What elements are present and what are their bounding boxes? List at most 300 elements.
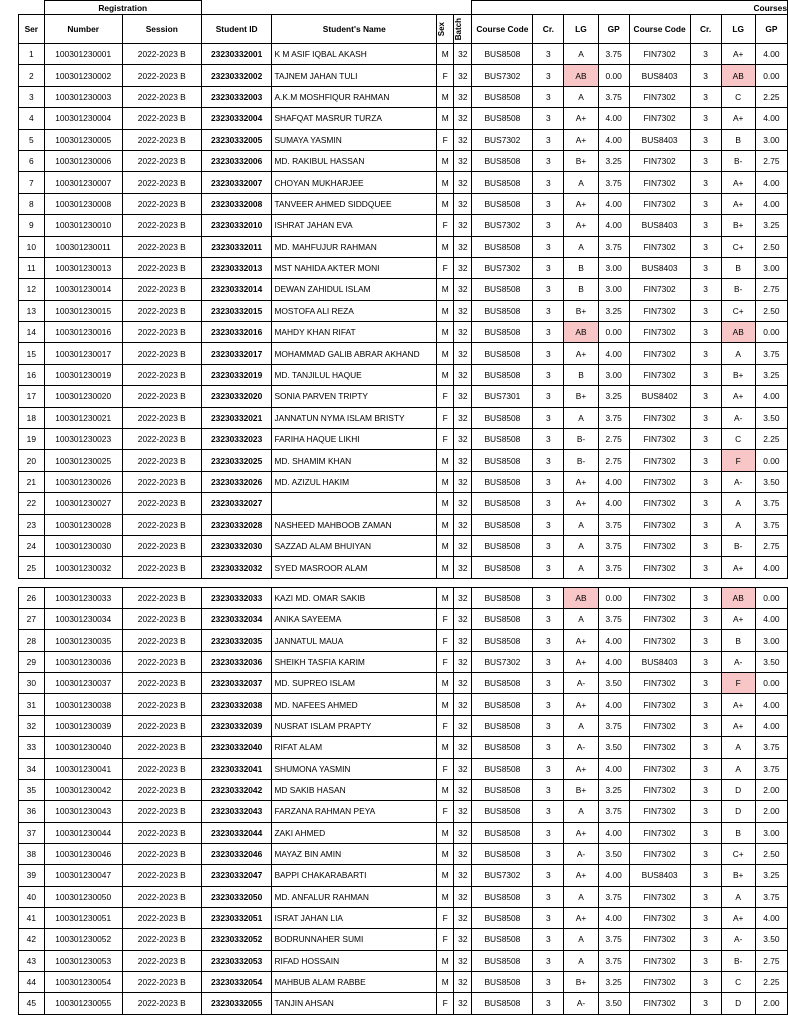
cell-course-code-1: BUS8508 xyxy=(472,971,533,992)
cell-registration-number: 100301230037 xyxy=(44,673,122,694)
cell-credit-1: 3 xyxy=(533,129,564,150)
cell-course-code-2: FIN7302 xyxy=(629,429,690,450)
cell-credit-2: 3 xyxy=(690,587,721,608)
cell-course-code-2: BUS8403 xyxy=(629,865,690,886)
cell-course-code-2: BUS8403 xyxy=(629,215,690,236)
table-row xyxy=(19,886,788,907)
cell-letter-grade-1: A+ xyxy=(564,129,598,150)
cell-registration-number: 100301230040 xyxy=(44,737,122,758)
cell-session: 2022-2023 B xyxy=(122,215,201,236)
cell-letter-grade-2: A- xyxy=(721,651,755,672)
cell-ser: 35 xyxy=(19,779,45,800)
cell-letter-grade-2: B xyxy=(721,822,755,843)
cell-sex: M xyxy=(437,343,454,364)
cell-course-code-2: FIN7302 xyxy=(629,630,690,651)
cell-batch: 32 xyxy=(454,364,472,385)
cell-student-id: 23230332025 xyxy=(201,450,272,471)
cell-credit-1: 3 xyxy=(533,822,564,843)
cell-grade-point-2: 3.00 xyxy=(755,630,787,651)
cell-student-name: MD. ANFALUR RAHMAN xyxy=(272,886,437,907)
cell-letter-grade-2: A- xyxy=(721,407,755,428)
table-row xyxy=(19,364,788,385)
cell-course-code-2: FIN7302 xyxy=(629,609,690,630)
result-table xyxy=(18,0,788,1015)
table-row xyxy=(19,493,788,514)
cell-credit-1: 3 xyxy=(533,172,564,193)
cell-letter-grade-1: A+ xyxy=(564,630,598,651)
cell-grade-point-1: 4.00 xyxy=(598,471,629,492)
cell-credit-2: 3 xyxy=(690,993,721,1014)
cell-batch: 32 xyxy=(454,715,472,736)
cell-grade-point-2: 3.50 xyxy=(755,407,787,428)
cell-letter-grade-1: A+ xyxy=(564,471,598,492)
cell-student-id: 23230332043 xyxy=(201,801,272,822)
cell-grade-point-2: 3.25 xyxy=(755,215,787,236)
cell-letter-grade-2: B- xyxy=(721,535,755,556)
cell-letter-grade-1: B+ xyxy=(564,971,598,992)
cell-ser: 12 xyxy=(19,279,45,300)
cell-batch: 32 xyxy=(454,758,472,779)
cell-ser: 22 xyxy=(19,493,45,514)
cell-ser: 28 xyxy=(19,630,45,651)
cell-course-code-2: FIN7302 xyxy=(629,971,690,992)
cell-session: 2022-2023 B xyxy=(122,929,201,950)
table-row xyxy=(19,65,788,86)
cell-ser: 17 xyxy=(19,386,45,407)
cell-student-name: MOSTOFA ALI REZA xyxy=(272,300,437,321)
cell-registration-number: 100301230053 xyxy=(44,950,122,971)
cell-batch: 32 xyxy=(454,279,472,300)
cell-grade-point-1: 2.75 xyxy=(598,429,629,450)
cell-sex: M xyxy=(437,193,454,214)
cell-batch: 32 xyxy=(454,129,472,150)
cell-letter-grade-2: D xyxy=(721,779,755,800)
cell-batch: 32 xyxy=(454,822,472,843)
cell-student-name: MD. SUPREO ISLAM xyxy=(272,673,437,694)
table-row xyxy=(19,86,788,107)
cell-student-id: 23230332050 xyxy=(201,886,272,907)
cell-session: 2022-2023 B xyxy=(122,172,201,193)
cell-credit-1: 3 xyxy=(533,651,564,672)
cell-session: 2022-2023 B xyxy=(122,535,201,556)
gap-cell xyxy=(19,578,788,587)
cell-letter-grade-2: A xyxy=(721,737,755,758)
cell-session: 2022-2023 B xyxy=(122,493,201,514)
cell-course-code-2: FIN7302 xyxy=(629,236,690,257)
cell-course-code-1: BUS8508 xyxy=(472,108,533,129)
cell-sex: M xyxy=(437,44,454,65)
cell-student-name: FARZANA RAHMAN PEYA xyxy=(272,801,437,822)
cell-ser: 44 xyxy=(19,971,45,992)
cell-grade-point-1: 4.00 xyxy=(598,822,629,843)
cell-course-code-1: BUS7302 xyxy=(472,865,533,886)
cell-grade-point-1: 3.75 xyxy=(598,535,629,556)
cell-course-code-2: FIN7302 xyxy=(629,86,690,107)
cell-grade-point-2: 2.25 xyxy=(755,971,787,992)
cell-letter-grade-2: C xyxy=(721,429,755,450)
cell-student-name: MD. NAFEES AHMED xyxy=(272,694,437,715)
cell-credit-1: 3 xyxy=(533,150,564,171)
cell-session: 2022-2023 B xyxy=(122,86,201,107)
cell-letter-grade-1: A xyxy=(564,929,598,950)
cell-letter-grade-1: A xyxy=(564,407,598,428)
cell-ser: 37 xyxy=(19,822,45,843)
cell-sex: F xyxy=(437,907,454,928)
cell-session: 2022-2023 B xyxy=(122,651,201,672)
cell-sex: F xyxy=(437,215,454,236)
table-row xyxy=(19,843,788,864)
cell-student-name: MAYAZ BIN AMIN xyxy=(272,843,437,864)
cell-grade-point-1: 3.25 xyxy=(598,971,629,992)
cell-session: 2022-2023 B xyxy=(122,108,201,129)
cell-credit-2: 3 xyxy=(690,386,721,407)
cell-credit-1: 3 xyxy=(533,471,564,492)
cell-batch: 32 xyxy=(454,343,472,364)
cell-registration-number: 100301230047 xyxy=(44,865,122,886)
cell-sex: F xyxy=(437,993,454,1014)
cell-letter-grade-2: A+ xyxy=(721,172,755,193)
cell-batch: 32 xyxy=(454,215,472,236)
cell-course-code-2: FIN7302 xyxy=(629,557,690,578)
cell-ser: 2 xyxy=(19,65,45,86)
cell-student-id: 23230332005 xyxy=(201,129,272,150)
cell-student-id: 23230332021 xyxy=(201,407,272,428)
cell-letter-grade-2: A+ xyxy=(721,609,755,630)
cell-sex: F xyxy=(437,257,454,278)
cell-sex: M xyxy=(437,279,454,300)
cell-credit-1: 3 xyxy=(533,587,564,608)
cell-ser: 14 xyxy=(19,322,45,343)
cell-ser: 31 xyxy=(19,694,45,715)
cell-credit-2: 3 xyxy=(690,471,721,492)
col-header-sex xyxy=(437,15,454,44)
cell-grade-point-1: 2.75 xyxy=(598,450,629,471)
cell-grade-point-2: 0.00 xyxy=(755,587,787,608)
cell-session: 2022-2023 B xyxy=(122,779,201,800)
cell-sex: M xyxy=(437,471,454,492)
cell-registration-number: 100301230011 xyxy=(44,236,122,257)
cell-batch: 32 xyxy=(454,609,472,630)
col-header-session: Session xyxy=(122,15,201,44)
table-row xyxy=(19,450,788,471)
cell-registration-number: 100301230033 xyxy=(44,587,122,608)
cell-grade-point-2: 4.00 xyxy=(755,193,787,214)
cell-grade-point-2: 3.50 xyxy=(755,471,787,492)
table-gap xyxy=(19,578,788,587)
cell-letter-grade-1: AB xyxy=(564,322,598,343)
table-row xyxy=(19,535,788,556)
cell-grade-point-1: 3.75 xyxy=(598,886,629,907)
cell-letter-grade-2: D xyxy=(721,801,755,822)
cell-letter-grade-2: A- xyxy=(721,471,755,492)
cell-registration-number: 100301230017 xyxy=(44,343,122,364)
cell-grade-point-2: 3.75 xyxy=(755,514,787,535)
cell-course-code-2: FIN7302 xyxy=(629,450,690,471)
cell-grade-point-1: 3.25 xyxy=(598,779,629,800)
table-row xyxy=(19,737,788,758)
cell-sex: M xyxy=(437,172,454,193)
cell-student-id: 23230332006 xyxy=(201,150,272,171)
cell-ser: 34 xyxy=(19,758,45,779)
cell-ser: 26 xyxy=(19,587,45,608)
cell-student-name: MD. MAHFUJUR RAHMAN xyxy=(272,236,437,257)
cell-grade-point-1: 3.75 xyxy=(598,514,629,535)
cell-credit-2: 3 xyxy=(690,737,721,758)
cell-course-code-1: BUS7302 xyxy=(472,65,533,86)
table-row xyxy=(19,322,788,343)
col-header-lg-2: LG xyxy=(721,15,755,44)
cell-credit-2: 3 xyxy=(690,343,721,364)
cell-student-name: ISRAT JAHAN LIA xyxy=(272,907,437,928)
table-row xyxy=(19,343,788,364)
cell-letter-grade-1: A+ xyxy=(564,193,598,214)
cell-credit-1: 3 xyxy=(533,630,564,651)
cell-credit-1: 3 xyxy=(533,758,564,779)
cell-course-code-2: FIN7302 xyxy=(629,407,690,428)
cell-grade-point-2: 2.75 xyxy=(755,279,787,300)
cell-credit-1: 3 xyxy=(533,279,564,300)
cell-sex: F xyxy=(437,65,454,86)
cell-session: 2022-2023 B xyxy=(122,950,201,971)
cell-session: 2022-2023 B xyxy=(122,971,201,992)
cell-batch: 32 xyxy=(454,865,472,886)
page-break-gap xyxy=(19,578,788,587)
cell-session: 2022-2023 B xyxy=(122,843,201,864)
cell-student-id: 23230332023 xyxy=(201,429,272,450)
cell-grade-point-2: 4.00 xyxy=(755,907,787,928)
cell-student-name: SHUMONA YASMIN xyxy=(272,758,437,779)
cell-credit-2: 3 xyxy=(690,44,721,65)
cell-course-code-1: BUS7302 xyxy=(472,129,533,150)
cell-registration-number: 100301230006 xyxy=(44,150,122,171)
cell-registration-number: 100301230005 xyxy=(44,129,122,150)
table-row xyxy=(19,694,788,715)
col-header-cr-1: Cr. xyxy=(533,15,564,44)
cell-ser: 25 xyxy=(19,557,45,578)
cell-grade-point-1: 4.00 xyxy=(598,108,629,129)
cell-course-code-2: FIN7302 xyxy=(629,364,690,385)
cell-course-code-2: FIN7302 xyxy=(629,193,690,214)
cell-batch: 32 xyxy=(454,172,472,193)
cell-batch: 32 xyxy=(454,993,472,1014)
table-row xyxy=(19,971,788,992)
cell-grade-point-2: 2.75 xyxy=(755,535,787,556)
cell-letter-grade-1: B xyxy=(564,364,598,385)
cell-course-code-1: BUS8508 xyxy=(472,779,533,800)
cell-grade-point-2: 2.00 xyxy=(755,801,787,822)
cell-letter-grade-1: A- xyxy=(564,673,598,694)
cell-course-code-2: FIN7302 xyxy=(629,907,690,928)
cell-sex: M xyxy=(437,108,454,129)
cell-letter-grade-1: A xyxy=(564,715,598,736)
cell-registration-number: 100301230026 xyxy=(44,471,122,492)
cell-course-code-2: BUS8403 xyxy=(629,65,690,86)
cell-sex: M xyxy=(437,322,454,343)
cell-ser: 5 xyxy=(19,129,45,150)
cell-batch: 32 xyxy=(454,801,472,822)
cell-credit-2: 3 xyxy=(690,514,721,535)
cell-credit-2: 3 xyxy=(690,407,721,428)
cell-student-name: SHEIKH TASFIA KARIM xyxy=(272,651,437,672)
cell-credit-1: 3 xyxy=(533,557,564,578)
col-header-gp-2: GP xyxy=(755,15,787,44)
cell-ser: 7 xyxy=(19,172,45,193)
cell-student-id: 23230332002 xyxy=(201,65,272,86)
cell-session: 2022-2023 B xyxy=(122,450,201,471)
cell-registration-number: 100301230050 xyxy=(44,886,122,907)
cell-registration-number: 100301230021 xyxy=(44,407,122,428)
cell-letter-grade-1: A xyxy=(564,535,598,556)
cell-letter-grade-1: A- xyxy=(564,737,598,758)
cell-ser: 4 xyxy=(19,108,45,129)
cell-grade-point-2: 4.00 xyxy=(755,715,787,736)
cell-letter-grade-1: A- xyxy=(564,993,598,1014)
cell-registration-number: 100301230008 xyxy=(44,193,122,214)
table-row xyxy=(19,950,788,971)
cell-student-id: 23230332027 xyxy=(201,493,272,514)
cell-course-code-2: FIN7302 xyxy=(629,822,690,843)
cell-letter-grade-1: A xyxy=(564,950,598,971)
cell-credit-2: 3 xyxy=(690,108,721,129)
cell-grade-point-1: 3.25 xyxy=(598,150,629,171)
cell-letter-grade-1: A+ xyxy=(564,651,598,672)
cell-student-id: 23230332047 xyxy=(201,865,272,886)
cell-student-name: NASHEED MAHBOOB ZAMAN xyxy=(272,514,437,535)
cell-grade-point-2: 2.25 xyxy=(755,429,787,450)
table-row xyxy=(19,630,788,651)
cell-registration-number: 100301230003 xyxy=(44,86,122,107)
cell-ser: 16 xyxy=(19,364,45,385)
cell-grade-point-1: 3.00 xyxy=(598,364,629,385)
cell-registration-number: 100301230042 xyxy=(44,779,122,800)
cell-credit-2: 3 xyxy=(690,65,721,86)
cell-credit-2: 3 xyxy=(690,843,721,864)
cell-credit-2: 3 xyxy=(690,907,721,928)
cell-session: 2022-2023 B xyxy=(122,993,201,1014)
cell-session: 2022-2023 B xyxy=(122,886,201,907)
cell-letter-grade-2: B xyxy=(721,129,755,150)
cell-ser: 6 xyxy=(19,150,45,171)
table-row xyxy=(19,279,788,300)
cell-course-code-2: FIN7302 xyxy=(629,514,690,535)
cell-credit-2: 3 xyxy=(690,865,721,886)
cell-student-name: MD. SHAMIM KHAN xyxy=(272,450,437,471)
cell-sex: M xyxy=(437,865,454,886)
cell-registration-number: 100301230051 xyxy=(44,907,122,928)
cell-registration-number: 100301230046 xyxy=(44,843,122,864)
cell-registration-number: 100301230032 xyxy=(44,557,122,578)
cell-letter-grade-2: B xyxy=(721,630,755,651)
cell-credit-1: 3 xyxy=(533,993,564,1014)
cell-sex: M xyxy=(437,737,454,758)
table-row xyxy=(19,865,788,886)
cell-grade-point-1: 3.75 xyxy=(598,557,629,578)
cell-credit-2: 3 xyxy=(690,429,721,450)
cell-credit-2: 3 xyxy=(690,364,721,385)
cell-course-code-2: FIN7302 xyxy=(629,150,690,171)
cell-batch: 32 xyxy=(454,407,472,428)
cell-session: 2022-2023 B xyxy=(122,907,201,928)
cell-course-code-2: FIN7302 xyxy=(629,886,690,907)
cell-grade-point-1: 3.75 xyxy=(598,609,629,630)
cell-session: 2022-2023 B xyxy=(122,587,201,608)
cell-session: 2022-2023 B xyxy=(122,865,201,886)
cell-credit-1: 3 xyxy=(533,86,564,107)
cell-ser: 39 xyxy=(19,865,45,886)
cell-course-code-1: BUS8508 xyxy=(472,557,533,578)
cell-letter-grade-1: A+ xyxy=(564,108,598,129)
cell-student-id: 23230332044 xyxy=(201,822,272,843)
cell-student-name: SHAFQAT MASRUR TURZA xyxy=(272,108,437,129)
cell-registration-number: 100301230023 xyxy=(44,429,122,450)
cell-student-name: MAHDY KHAN RIFAT xyxy=(272,322,437,343)
cell-grade-point-2: 2.50 xyxy=(755,843,787,864)
cell-session: 2022-2023 B xyxy=(122,300,201,321)
cell-grade-point-2: 2.50 xyxy=(755,236,787,257)
cell-grade-point-1: 4.00 xyxy=(598,758,629,779)
table-row xyxy=(19,779,788,800)
cell-grade-point-1: 3.50 xyxy=(598,993,629,1014)
cell-student-name: RIFAD HOSSAIN xyxy=(272,950,437,971)
table-row xyxy=(19,172,788,193)
cell-sex: F xyxy=(437,715,454,736)
cell-batch: 32 xyxy=(454,236,472,257)
cell-session: 2022-2023 B xyxy=(122,343,201,364)
cell-grade-point-1: 3.75 xyxy=(598,950,629,971)
cell-student-name: SAZZAD ALAM BHUIYAN xyxy=(272,535,437,556)
cell-batch: 32 xyxy=(454,587,472,608)
cell-registration-number: 100301230001 xyxy=(44,44,122,65)
cell-grade-point-1: 4.00 xyxy=(598,193,629,214)
cell-student-name: MOHAMMAD GALIB ABRAR AKHAND xyxy=(272,343,437,364)
cell-sex: M xyxy=(437,86,454,107)
cell-credit-1: 3 xyxy=(533,694,564,715)
cell-grade-point-1: 4.00 xyxy=(598,630,629,651)
cell-course-code-1: BUS8508 xyxy=(472,407,533,428)
cell-session: 2022-2023 B xyxy=(122,822,201,843)
cell-letter-grade-2: C+ xyxy=(721,843,755,864)
cell-course-code-1: BUS8508 xyxy=(472,322,533,343)
cell-course-code-2: FIN7302 xyxy=(629,322,690,343)
cell-session: 2022-2023 B xyxy=(122,150,201,171)
cell-letter-grade-1: A+ xyxy=(564,215,598,236)
table-row xyxy=(19,993,788,1014)
cell-credit-2: 3 xyxy=(690,236,721,257)
cell-registration-number: 100301230020 xyxy=(44,386,122,407)
col-header-student-id: Student ID xyxy=(201,15,272,44)
cell-letter-grade-2: A xyxy=(721,886,755,907)
table-row xyxy=(19,673,788,694)
cell-letter-grade-1: A xyxy=(564,44,598,65)
cell-grade-point-2: 3.25 xyxy=(755,865,787,886)
cell-credit-1: 3 xyxy=(533,535,564,556)
cell-sex: F xyxy=(437,758,454,779)
table-body-part-2 xyxy=(19,587,788,1014)
cell-student-id: 23230332013 xyxy=(201,257,272,278)
cell-letter-grade-2: D xyxy=(721,993,755,1014)
cell-credit-2: 3 xyxy=(690,758,721,779)
cell-ser: 20 xyxy=(19,450,45,471)
cell-sex: M xyxy=(437,843,454,864)
cell-student-id: 23230332042 xyxy=(201,779,272,800)
cell-registration-number: 100301230036 xyxy=(44,651,122,672)
table-row xyxy=(19,587,788,608)
cell-batch: 32 xyxy=(454,843,472,864)
cell-registration-number: 100301230019 xyxy=(44,364,122,385)
cell-student-id: 23230332015 xyxy=(201,300,272,321)
cell-course-code-2: FIN7302 xyxy=(629,535,690,556)
cell-letter-grade-2: B- xyxy=(721,150,755,171)
